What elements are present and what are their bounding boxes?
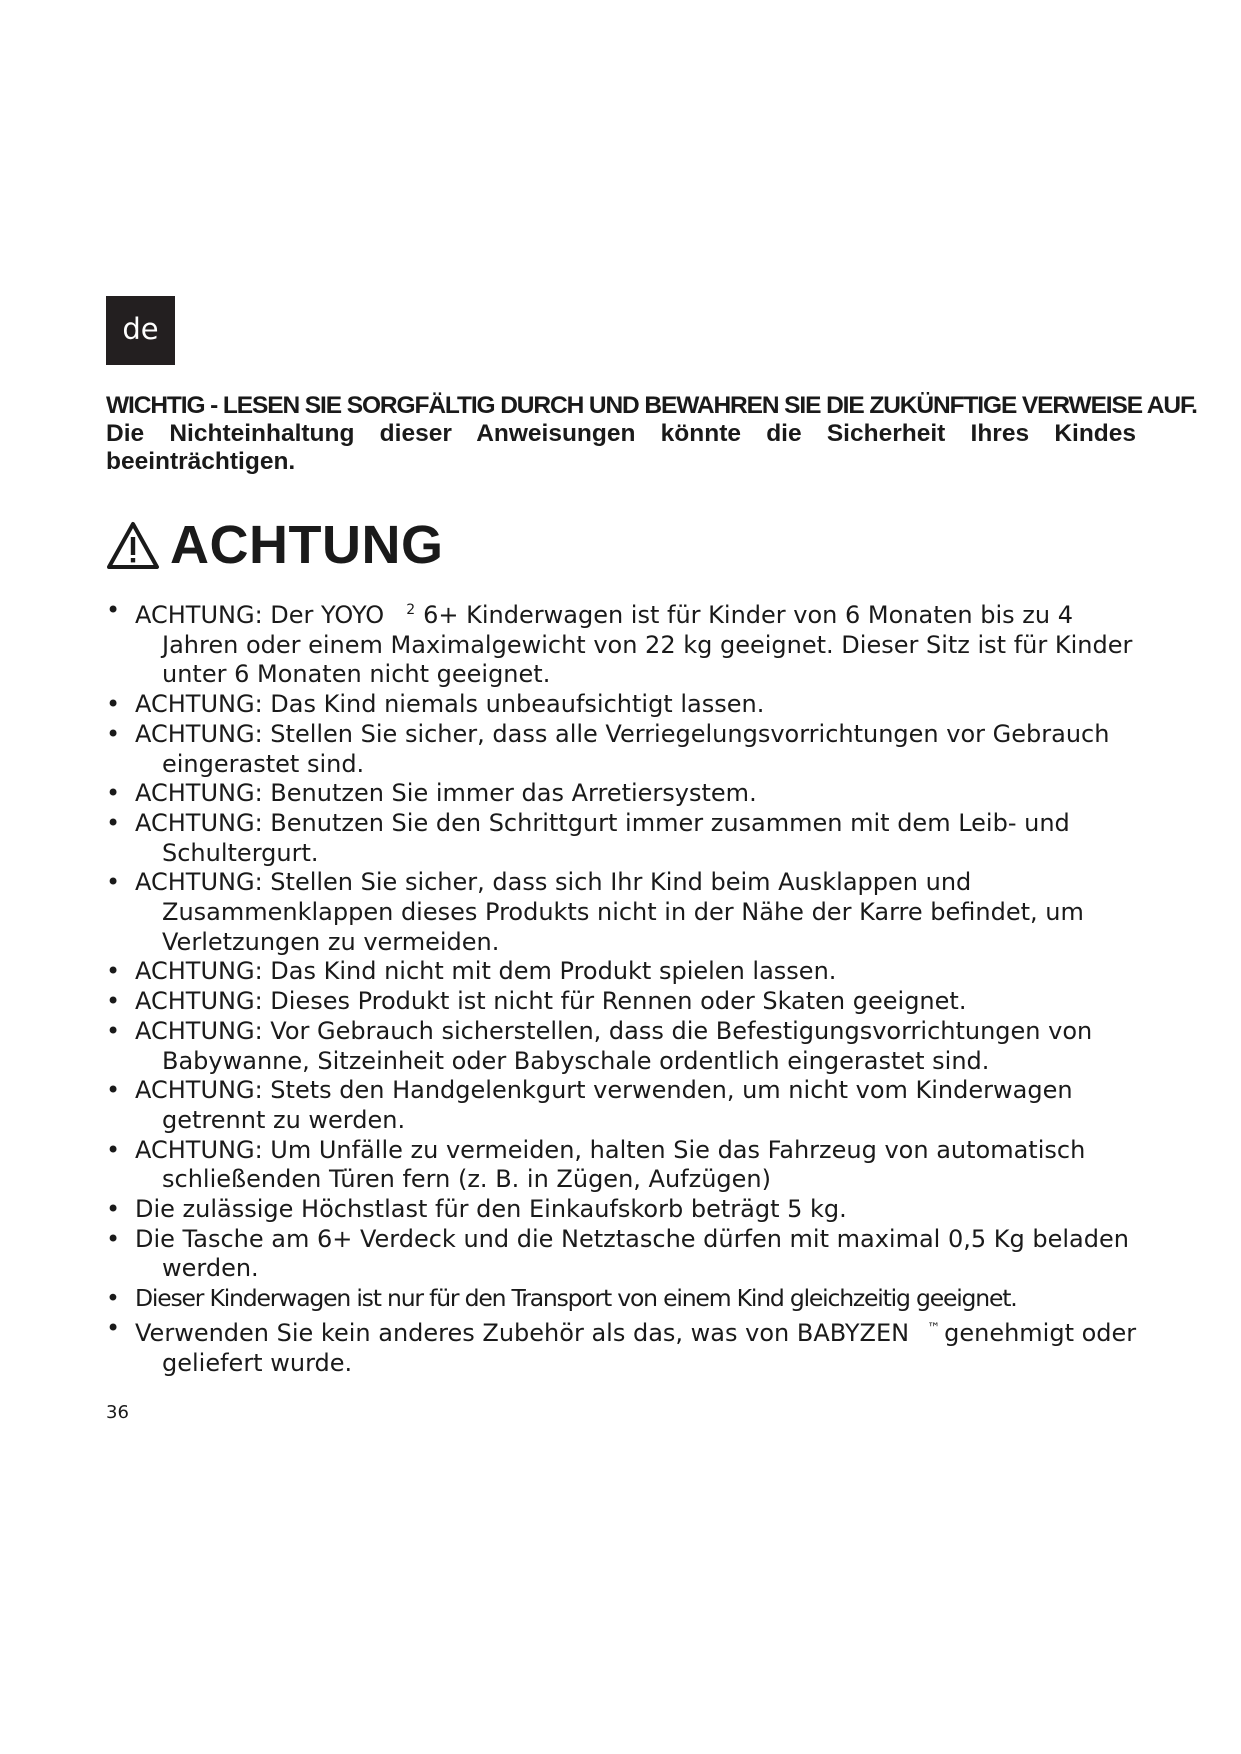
list-item: • ACHTUNG: Das Kind nicht mit dem Produkt spielen lassen. (106, 957, 1146, 987)
warning-triangle-icon (106, 521, 160, 571)
list-item-text: genehmigt oder geliefert wurde. (162, 1318, 1137, 1377)
warning-heading (106, 510, 443, 580)
list-item: • ACHTUNG: Benutzen Sie immer das Arretiersystem. (106, 779, 1146, 809)
list-item (106, 596, 1146, 690)
list-item: • ACHTUNG: Stets den Handgelenkgurt verwenden, um nicht vom Kinderwagen getrennt zu werden. (106, 1076, 1146, 1135)
list-item-text: 6+ Kinderwagen ist für Kinder von 6 Monaten bis zu 4 Jahren oder einem Maximalgewicht von 22 kg geeignet. Dieser Sitz ist für Kinder unter 6 Monaten nicht geeignet. (162, 601, 1133, 689)
important-notice-title: WICHTIG - LESEN SIE SORGFÄLTIG DURCH UND BEWAHREN SIE DIE ZUKÜNFTIGE VERWEISE AUF. (106, 392, 1197, 419)
list-item: • ACHTUNG: Benutzen Sie den Schrittgurt immer zusammen mit dem Leib- und Schultergurt. (106, 809, 1146, 868)
list-item: • ACHTUNG: Um Unfälle zu vermeiden, halten Sie das Fahrzeug von automatisch schließenden Türen fern (z. B. in Zügen, Aufzügen) (106, 1136, 1146, 1195)
model-superscript: 2 (406, 602, 416, 618)
important-notice (106, 392, 1197, 476)
list-item: • Dieser Kinderwagen ist nur für den Transport von einem Kind gleichzeitig geeignet. (106, 1284, 1146, 1314)
language-badge: de (106, 296, 175, 365)
list-item: • ACHTUNG: Das Kind niemals unbeaufsichtigt lassen. (106, 690, 1146, 720)
list-item-text: Verwenden Sie kein anderes Zubehör als das, was von BABYZEN (135, 1318, 910, 1347)
list-item: • ACHTUNG: Stellen Sie sicher, dass alle Verriegelungsvorrichtungen vor Gebrauch eingerastet sind. (106, 720, 1146, 779)
trademark-superscript: ™ (927, 1320, 941, 1336)
warning-heading-text: ACHTUNG (170, 515, 444, 575)
list-item: • ACHTUNG: Dieses Produkt ist nicht für Rennen oder Skaten geeignet. (106, 987, 1146, 1017)
important-notice-text: Die Nichteinhaltung dieser Anweisungen könnte die Sicherheit Ihres Kindes beeinträchtigen. (106, 420, 1136, 475)
page-number: 36 (106, 1402, 129, 1423)
list-item: • Die zulässige Höchstlast für den Einkaufskorb beträgt 5 kg. (106, 1195, 1146, 1225)
list-item (106, 1314, 1146, 1378)
warning-list (106, 596, 1146, 1378)
list-item: • ACHTUNG: Vor Gebrauch sicherstellen, dass die Befestigungsvorrichtungen von Babywanne, Sitzeinheit oder Babyschale ordentlich eingerastet sind. (106, 1017, 1146, 1076)
list-item-text: ACHTUNG: Der YOYO (135, 601, 385, 629)
list-item: • Die Tasche am 6+ Verdeck und die Netztasche dürfen mit maximal 0,5 Kg beladen werden. (106, 1225, 1146, 1284)
list-item: • ACHTUNG: Stellen Sie sicher, dass sich Ihr Kind beim Ausklappen und Zusammenklappen dieses Produkts nicht in der Nähe der Karre befindet, um Verletzungen zu vermeiden. (106, 868, 1146, 957)
